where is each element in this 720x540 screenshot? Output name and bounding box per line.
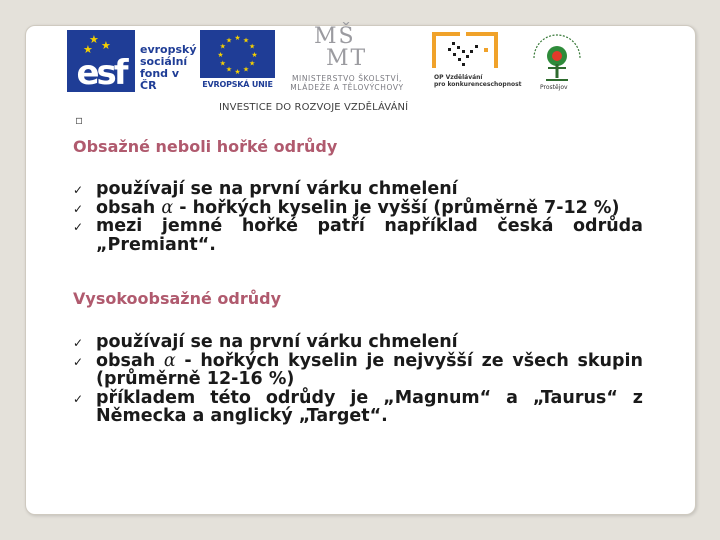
esf-letters: esf	[76, 53, 126, 93]
item-text: používají se na první várku chmelení	[96, 332, 458, 352]
list-item	[73, 389, 643, 426]
svg-text:★: ★	[225, 36, 233, 45]
checkmark-icon: ✓	[73, 183, 84, 197]
list-item	[73, 199, 643, 218]
esf-logo	[67, 30, 195, 92]
esf-mark	[67, 30, 135, 92]
item-text: mezi jemné hořké patří například česká odrůda „Premiant“.	[96, 216, 643, 255]
eu-flag-icon	[200, 30, 275, 78]
list-item	[73, 333, 643, 352]
star-icon: ★	[83, 43, 93, 56]
eu-label: EVROPSKÁ UNIE	[202, 80, 273, 89]
svg-text:★: ★	[217, 51, 224, 59]
section1-heading: Obsažné neboli hořké odrůdy	[73, 137, 338, 156]
alpha-symbol: α	[163, 350, 176, 371]
section2-list	[73, 333, 643, 426]
op-line-2: pro konkurenceschopnost	[434, 81, 522, 88]
item-text: obsah	[96, 350, 164, 371]
section2-heading: Vysokoobsažné odrůdy	[73, 289, 282, 308]
item-text: používají se na první várku chmelení	[96, 179, 458, 199]
svg-text:★: ★	[249, 59, 256, 68]
item-text: příkladem této odrůdy je „Magnum“ a „Taurus“ z Německa a anglický „Target“.	[96, 387, 643, 426]
slide	[25, 25, 696, 515]
msmt-mark-line-2: MT	[326, 46, 368, 71]
svg-text:★: ★	[219, 59, 226, 68]
svg-text:★: ★	[219, 42, 226, 51]
list-item	[73, 180, 643, 199]
section1-list	[73, 180, 643, 254]
svg-text:★: ★	[249, 42, 256, 51]
svg-text:★: ★	[242, 36, 250, 45]
checkmark-icon: ✓	[73, 336, 84, 350]
eu-stars-icon	[200, 30, 275, 78]
svg-text:★: ★	[251, 51, 258, 59]
checkmark-icon: ✓	[73, 220, 84, 234]
school-logo	[528, 28, 586, 94]
msmt-text	[282, 74, 412, 92]
svg-text:★: ★	[225, 65, 233, 74]
checkmark-icon: ✓	[73, 201, 84, 216]
esf-line-3: fond v ČR	[140, 67, 180, 92]
list-item	[73, 352, 643, 389]
msmt-mark-line-1: MŠ	[314, 24, 356, 49]
svg-text:★: ★	[234, 68, 241, 76]
msmt-line-1: MINISTERSTVO ŠKOLSTVÍ,	[291, 74, 403, 83]
msmt-mark	[314, 26, 384, 70]
svg-text:★: ★	[242, 65, 250, 74]
school-emblem-icon	[528, 28, 586, 84]
op-text	[434, 74, 522, 88]
item-text-cont: - hořkých kyselin je vyšší (průměrně 7-12 %)	[173, 197, 620, 218]
star-icon: ★	[101, 39, 111, 52]
school-label: Prostějov	[540, 84, 568, 91]
msmt-logo	[282, 26, 412, 96]
msmt-line-2: MLÁDEŽE A TĚLOVÝCHOVY	[290, 83, 404, 92]
checkmark-icon: ✓	[73, 354, 84, 369]
investice-tagline: INVESTICE DO ROZVOJE VZDĚLÁVÁNÍ	[219, 102, 409, 113]
esf-line-2: sociální	[140, 55, 188, 68]
esf-text	[140, 44, 197, 92]
item-text-cont: - hořkých kyselin je nejvyšší ze všech skupin (průměrně 12-16 %)	[96, 350, 643, 389]
empty-bullet-icon: ▫	[75, 113, 84, 127]
item-text: obsah	[96, 197, 162, 218]
alpha-symbol: α	[161, 197, 174, 218]
op-line-1: OP Vzdělávání	[434, 74, 483, 81]
checkmark-icon: ✓	[73, 391, 84, 406]
eu-logo	[200, 30, 275, 92]
star-icon: ★	[89, 33, 99, 46]
svg-text:★: ★	[234, 34, 241, 42]
esf-line-1: evropský	[140, 43, 197, 56]
op-logo	[426, 28, 522, 94]
list-item	[73, 217, 643, 254]
